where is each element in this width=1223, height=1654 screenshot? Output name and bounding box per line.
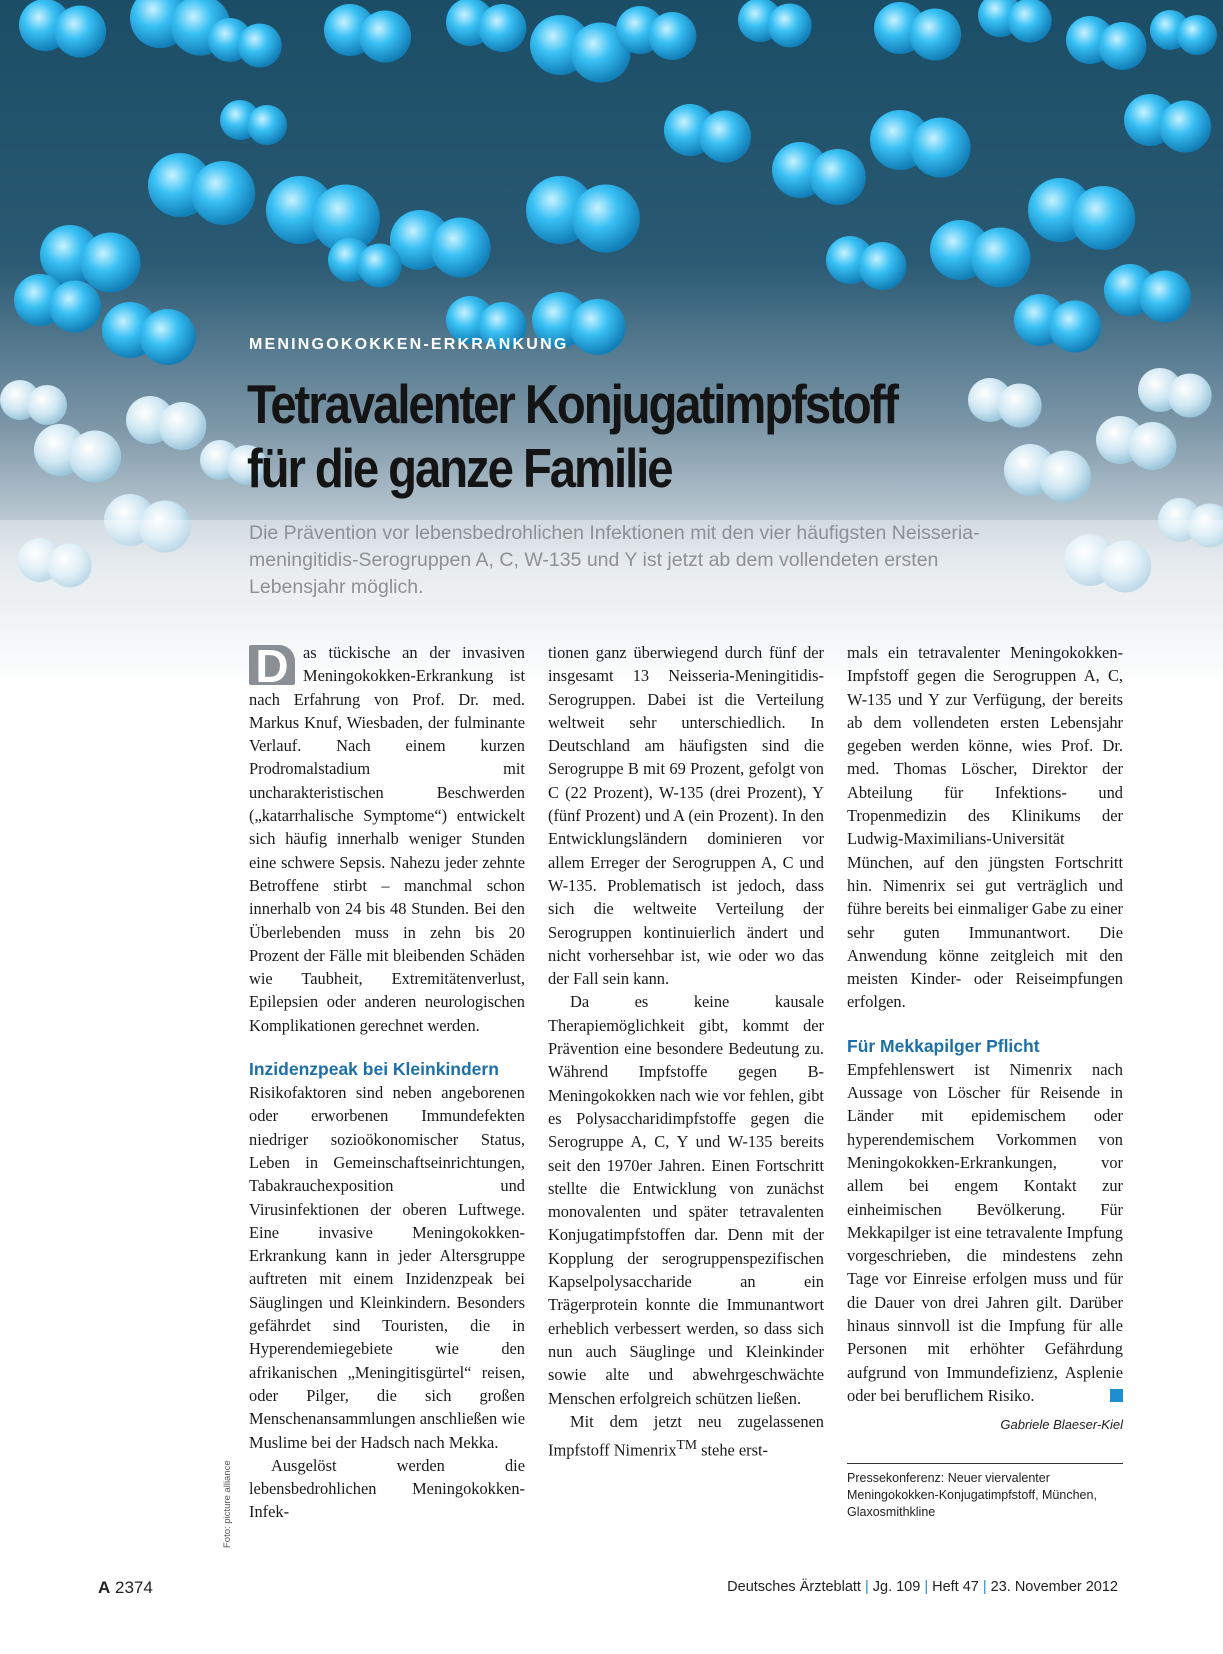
- separator-bar: |: [864, 1579, 869, 1595]
- article-title: [247, 372, 1021, 500]
- page-number: 2374: [115, 1578, 153, 1597]
- paragraph-6-text: Empfehlenswert ist Nimenrix nach Aussage von Löscher für Reisende in Länder mit epidemischem oder hyperendemischem Vorkommen von Meningokokken-Erkrankungen, vor allem bei engem Kontakt zur einheimischen Bevölkerung. Für Mekkapilger ist eine tetravalente Impfung vorgeschrieben, die mindestens zehn Tage vor Einreise erfolgen muss und für die Dauer von drei Jahren gilt. Darüber hinaus sinnvoll ist die Impfung für alle Personen mit erhöhter Gefährdung aufgrund von Immundefizienz, Asplenie oder bei beruflichem Risiko.: [847, 1059, 1123, 1405]
- coccus-cell: [1071, 186, 1135, 250]
- dropcap: D: [249, 645, 295, 685]
- coccus-cell: [648, 12, 696, 60]
- coccus-cell: [431, 218, 491, 278]
- separator-bar: |: [924, 1579, 929, 1595]
- paragraph-5-continued: mals ein tetravalenter Meningokokken-Impfstoff gegen die Serogruppen A, C, W-135 und Y zur Verfügung, der bereits ab dem vollendeten ersten Lebensjahr gegeben werden könne, wies Prof. Dr. med. Thomas Löscher, Direktor der Abteilung für Infektions- und Tropenmedizin des Klinikums der Ludwig-Maximilians-Universität München, auf den jüngsten Fortschritt hin. Nimenrix sei gut verträglich und führe bereits bei einmaliger Gabe zu einer sehr guten Immunantwort. Die Anwendung könne zeitgleich mit den meisten Kinder- oder Reiseimpfungen erfolgen.: [847, 643, 1123, 1012]
- coccus-cell: [69, 431, 121, 483]
- coccus-cell: [909, 9, 961, 61]
- article-column-2: [548, 641, 824, 1462]
- coccus-cell: [1049, 301, 1101, 353]
- coccus-cell: [1098, 22, 1146, 70]
- coccus-cell: [1128, 422, 1176, 470]
- end-of-article-square-icon: [1110, 1389, 1123, 1402]
- title-line-2: für die ganze Familie: [247, 437, 672, 499]
- source-note: Pressekonferenz: Neuer viervalenter Meningokokken-Konjugatimpfstoff, München, Glaxosmithkline: [847, 1463, 1123, 1521]
- article-column-3: [847, 641, 1123, 1521]
- author-name: Gabriele Blaeser-Kiel: [1000, 1417, 1123, 1433]
- coccus-cell: [810, 149, 866, 205]
- paragraph-1: [249, 641, 525, 1037]
- section-kicker: MENINGOKOKKEN-ERKRANKUNG: [249, 336, 569, 353]
- coccus-cell: [358, 244, 402, 288]
- paragraph-5-end: stehe erst-: [697, 1440, 769, 1460]
- paragraph-5-start: [548, 1410, 824, 1462]
- article-column-1: [249, 641, 525, 1524]
- coccus-cell: [478, 4, 526, 52]
- coccus-cell: [768, 4, 812, 48]
- coccus-cell: [81, 233, 141, 293]
- paragraph-6: [847, 1058, 1123, 1407]
- coccus-cell: [191, 161, 255, 225]
- coccus-cell: [971, 228, 1031, 288]
- coccus-cell: [158, 402, 206, 450]
- paragraph-1-text: as tückische an der invasiven Meningokokken-Erkrankung ist nach Erfahrung von Prof. Dr. med. Markus Knuf, Wiesbaden, der fulminante Verlauf. Nach einem kurzen Prodromalstadium mit uncharakteristischen Beschwerden („katarrhalische Symptome“) entwickelt sich häufig innerhalb weniger Stunden eine schwere Sepsis. Nahezu jeder zehnte Betroffene stirbt – manchmal schon innerhalb von 24 bis 48 Stunden. Bei den Überlebenden muss in zehn bis 20 Prozent der Fälle mit bleibenden Schäden wie Taubheit, Extremitätenverlust, Epilepsien oder anderen neurologischen Komplikationen gerechnet werden.: [249, 643, 525, 1035]
- subheading-inzidenzpeak: Inzidenzpeak bei Kleinkindern: [249, 1059, 499, 1080]
- paragraph-3-continued: tionen ganz überwiegend durch fünf der insgesamt 13 Neisseria-Meningitidis-Serogruppen. Dabei ist die Verteilung weltweit sehr unterschiedlich. In Deutschland am häufigsten sind die Serogruppe B mit 69 Prozent, gefolgt von C (22 Prozent), W-135 (drei Prozent), Y (fünf Prozent) und A (ein Prozent). In den Entwicklungsländern dominieren vor allem Erreger der Serogruppen A, C und W-135. Problematisch ist jedoch, dass sich die weltweite Verteilung der Serogruppen kontinuierlich ändert und nicht vorhersehbar ist, wie oder wo das der Fall sein kann.: [548, 643, 824, 989]
- paragraph-5-text: Mit dem jetzt neu zugelassenen Impfstoff Nimenrix: [548, 1411, 824, 1460]
- journal-date: 23. November 2012: [990, 1579, 1118, 1595]
- subheading-mekkapilger: Für Mekkapilger Pflicht: [847, 1035, 1040, 1056]
- journal-volume: Jg. 109: [872, 1579, 921, 1595]
- journal-issue: Heft 47: [932, 1579, 979, 1595]
- coccus-cell: [858, 242, 906, 290]
- coccus-cell: [1159, 101, 1211, 153]
- coccus-cell: [570, 299, 626, 355]
- photo-credit: Foto: picture alliance: [222, 1460, 233, 1548]
- journal-name: Deutsches Ärzteblatt: [727, 1579, 861, 1595]
- page-prefix: A: [98, 1578, 111, 1597]
- coccus-cell: [238, 24, 282, 68]
- paragraph-2: Risikofaktoren sind neben angeborenen oder erworbenen Immundefekten niedriger sozioökonomischer Status, Leben in Gemeinschaftseinrichtungen, Tabakrauchexposition und Virusinfektionen der oberen Luftwege. Eine invasive Meningokokken-Erkrankung kann in jeder Altersgruppe auftreten mit einem Inzidenzpeak bei Säuglingen und Kleinkindern. Besonders gefährdet sind Touristen, die in Hyperendemiegebiete wie den afrikanischen „Meningitisgürtel“ reisen, oder Pilger, die sich großen Menschenansammlungen anschließen wie Muslime bei der Hadsch nach Mekka.: [249, 1083, 525, 1452]
- coccus-cell: [1139, 271, 1191, 323]
- coccus-cell: [49, 281, 101, 333]
- coccus-cell: [54, 6, 106, 58]
- coccus-cell: [1168, 374, 1212, 418]
- separator-bar: |: [982, 1579, 987, 1595]
- coccus-cell: [572, 185, 640, 253]
- coccus-cell: [1008, 0, 1052, 43]
- coccus-cell: [1177, 15, 1217, 55]
- paragraph-4: Da es keine kausale Therapiemöglichkeit gibt, kommt der Prävention eine besondere Bedeutung zu. Während Impfstoffe gegen B-Meningokokken nach wie vor fehlen, gibt es Polysaccharidimpfstoffe gegen die Serogruppe A, C, Y und W-135 bereits seit den 1970er Jahren. Einen Fortschritt stellte die Entwicklung von zunächst monovalenten und später tetravalenten Konjugatimpfstoffen dar. Denn mit der Kopplung der serogruppenspezifischen Kapselpolysaccharide an ein Trägerprotein konnte die Immunantwort erheblich verbessert werden, so dass sich nun auch Säuglinge und Kleinkinder sowie alte und abwehrgeschwächte Menschen erfolgreich schützen ließen.: [548, 992, 824, 1408]
- title-line-1: Tetravalenter Konjugatimpfstoff: [247, 373, 897, 435]
- coccus-cell: [27, 385, 67, 425]
- trademark-mark: TM: [676, 1437, 698, 1453]
- coccus-cell: [140, 309, 196, 365]
- coccus-cell: [359, 11, 411, 63]
- paragraph-3-start: Ausgelöst werden die lebensbedrohlichen Meningokokken-Infek-: [249, 1455, 525, 1522]
- article-lead: Die Prävention vor lebensbedrohlichen Infektionen mit den vier häufigsten Neisseria-meningitidis-Serogruppen A, C, W-135 und Y ist jetzt ab dem vollendeten ersten Lebensjahr möglich.: [249, 522, 980, 598]
- coccus-cell: [1039, 451, 1091, 503]
- journal-info: [727, 1579, 1118, 1595]
- coccus-cell: [699, 111, 751, 163]
- coccus-cell: [247, 105, 287, 145]
- coccus-cell: [911, 118, 971, 178]
- page-folio: [98, 1578, 153, 1598]
